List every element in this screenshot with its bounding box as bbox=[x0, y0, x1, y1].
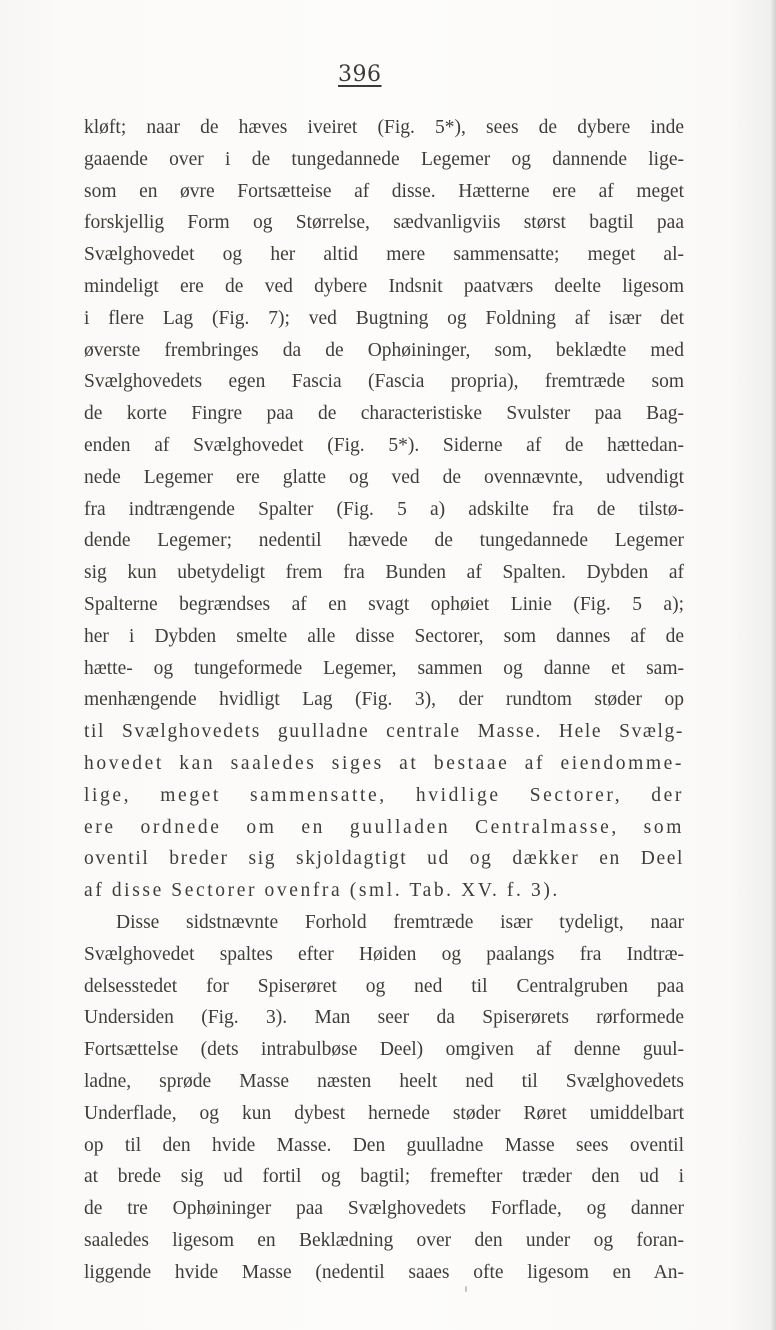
text-line: Svælghovedets egen Fascia (Fascia propria), fremtræde som bbox=[84, 371, 684, 393]
text-line: Undersiden (Fig. 3). Man seer da Spiserørets rørformede bbox=[84, 1007, 684, 1029]
text-line-spaced: oventil breder sig skjoldagtigt ud og dækker en Deel bbox=[84, 848, 684, 870]
text-line: de korte Fingre paa de characteristiske Svulster paa Bag- bbox=[84, 403, 684, 425]
text-line: ladne, sprøde Masse næsten heelt ned til Svælghovedets bbox=[84, 1070, 684, 1092]
text-line: i flere Lag (Fig. 7); ved Bugtning og Foldning af især det bbox=[84, 307, 684, 329]
text-line: saaledes ligesom en Beklædning over den under og foran- bbox=[84, 1229, 684, 1251]
text-line: forskjellig Form og Størrelse, sædvanligviis størst bagtil paa bbox=[84, 212, 684, 234]
paper-speck bbox=[465, 1286, 467, 1292]
text-line: Svælghovedet og her altid mere sammensatte; meget al- bbox=[84, 244, 684, 266]
text-line: fra indtrængende Spalter (Fig. 5 a) adskilte fra de tilstø- bbox=[84, 498, 684, 520]
text-line: øverste frembringes da de Ophøininger, som, beklædte med bbox=[84, 339, 684, 361]
text-line-spaced: ere ordnede om en guulladen Centralmasse, som bbox=[84, 816, 684, 838]
body-text bbox=[84, 112, 684, 1288]
text-line: mindeligt ere de ved dybere Indsnit paatværs deelte ligesom bbox=[84, 275, 684, 297]
paragraph-first-line: Disse sidstnævnte Forhold fremtræde især tydeligt, naar bbox=[116, 911, 684, 933]
text-line: hætte- og tungeformede Legemer, sammen og danne et sam- bbox=[84, 657, 684, 679]
text-line: dende Legemer; nedentil hævede de tungedannede Legemer bbox=[84, 530, 684, 552]
text-line: Spalterne begrændses af en svagt ophøiet Linie (Fig. 5 a); bbox=[84, 593, 684, 615]
text-line: Svælghovedet spaltes efter Høiden og paalangs fra Indtræ- bbox=[84, 943, 684, 965]
page-number: 396 bbox=[338, 62, 382, 87]
page-edge-shadow bbox=[770, 0, 776, 1330]
text-line: menhængende hvidligt Lag (Fig. 3), der rundtom støder op bbox=[84, 689, 684, 711]
text-line: at brede sig ud fortil og bagtil; fremefter træder den ud i bbox=[84, 1166, 684, 1188]
text-line: Underflade, og kun dybest hernede støder Røret umiddelbart bbox=[84, 1102, 684, 1124]
text-line-spaced: hovedet kan saaledes siges at bestaae af eiendomme- bbox=[84, 752, 684, 774]
text-line: her i Dybden smelte alle disse Sectorer, som dannes af de bbox=[84, 625, 684, 647]
text-line-spaced: lige, meget sammensatte, hvidlige Sectorer, der bbox=[84, 784, 684, 806]
text-line: sig kun ubetydeligt frem fra Bunden af Spalten. Dybden af bbox=[84, 562, 684, 584]
text-line: nede Legemer ere glatte og ved de ovennævnte, udvendigt bbox=[84, 466, 684, 488]
text-line: op til den hvide Masse. Den guulladne Masse sees oventil bbox=[84, 1134, 684, 1156]
text-line-spaced: til Svælghovedets guulladne centrale Masse. Hele Svælg- bbox=[84, 721, 684, 743]
paragraph-last-line: af disse Sectorer ovenfra (sml. Tab. XV. f. 3). bbox=[84, 880, 560, 902]
text-line: delsesstedet for Spiserøret og ned til Centralgruben paa bbox=[84, 975, 684, 997]
text-line: som en øvre Fortsætteise af disse. Hætterne ere af meget bbox=[84, 180, 684, 202]
text-line: Fortsættelse (dets intrabulbøse Deel) omgiven af denne guul- bbox=[84, 1039, 684, 1061]
text-line: gaaende over i de tungedannede Legemer og dannende lige- bbox=[84, 148, 684, 170]
text-line: kløft; naar de hæves iveiret (Fig. 5*), sees de dybere inde bbox=[84, 117, 684, 138]
text-line: enden af Svælghovedet (Fig. 5*). Siderne af de hættedan- bbox=[84, 434, 684, 456]
text-line: de tre Ophøininger paa Svælghovedets Forflade, og danner bbox=[84, 1198, 684, 1220]
text-line: liggende hvide Masse (nedentil saaes ofte ligesom en An- bbox=[84, 1261, 684, 1283]
